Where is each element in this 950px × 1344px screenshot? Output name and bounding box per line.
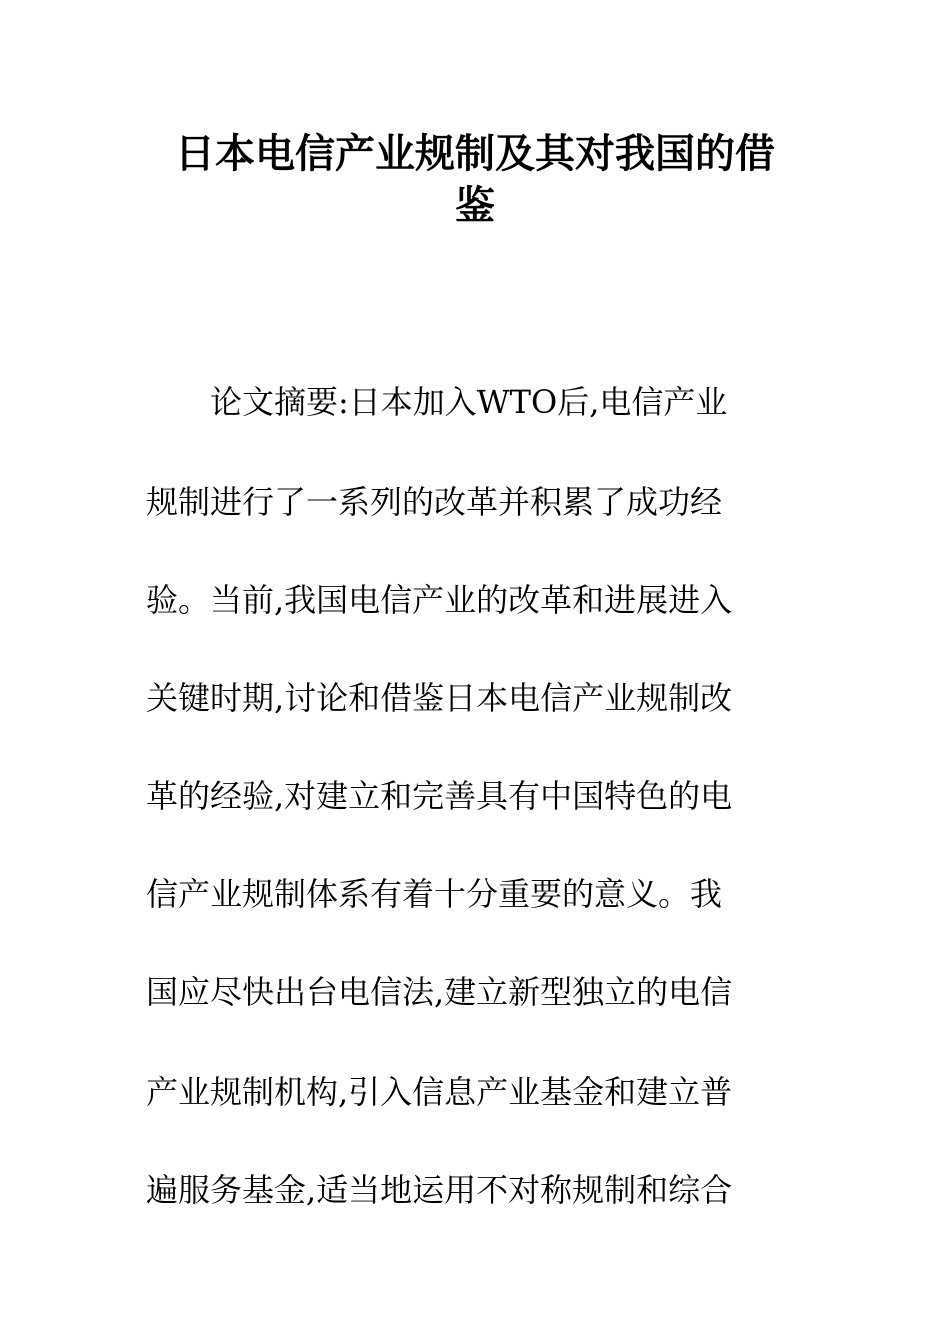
abstract-line-6: 信产业规制体系有着十分重要的意义。我 [146, 875, 723, 913]
abstract-line-2: 规制进行了一系列的改革并积累了成功经 [146, 483, 723, 521]
abstract-line-9: 遍服务基金,适当地运用不对称规制和综合 [146, 1171, 733, 1209]
document-title-line-1: 日本电信产业规制及其对我国的借 [175, 131, 775, 177]
abstract-line-5: 革的经验,对建立和完善具有中国特色的电 [146, 777, 733, 815]
abstract-line-3: 验。当前,我国电信产业的改革和进展进入 [146, 581, 733, 619]
document-title-line-2: 鉴 [455, 183, 495, 229]
abstract-line-8: 产业规制机构,引入信息产业基金和建立普 [146, 1073, 733, 1111]
abstract-line-7: 国应尽快出台电信法,建立新型独立的电信 [146, 973, 733, 1011]
abstract-line-4: 关键时期,讨论和借鉴日本电信产业规制改 [146, 679, 733, 717]
abstract-line-1: 论文摘要:日本加入WTO后,电信产业 [210, 383, 728, 421]
